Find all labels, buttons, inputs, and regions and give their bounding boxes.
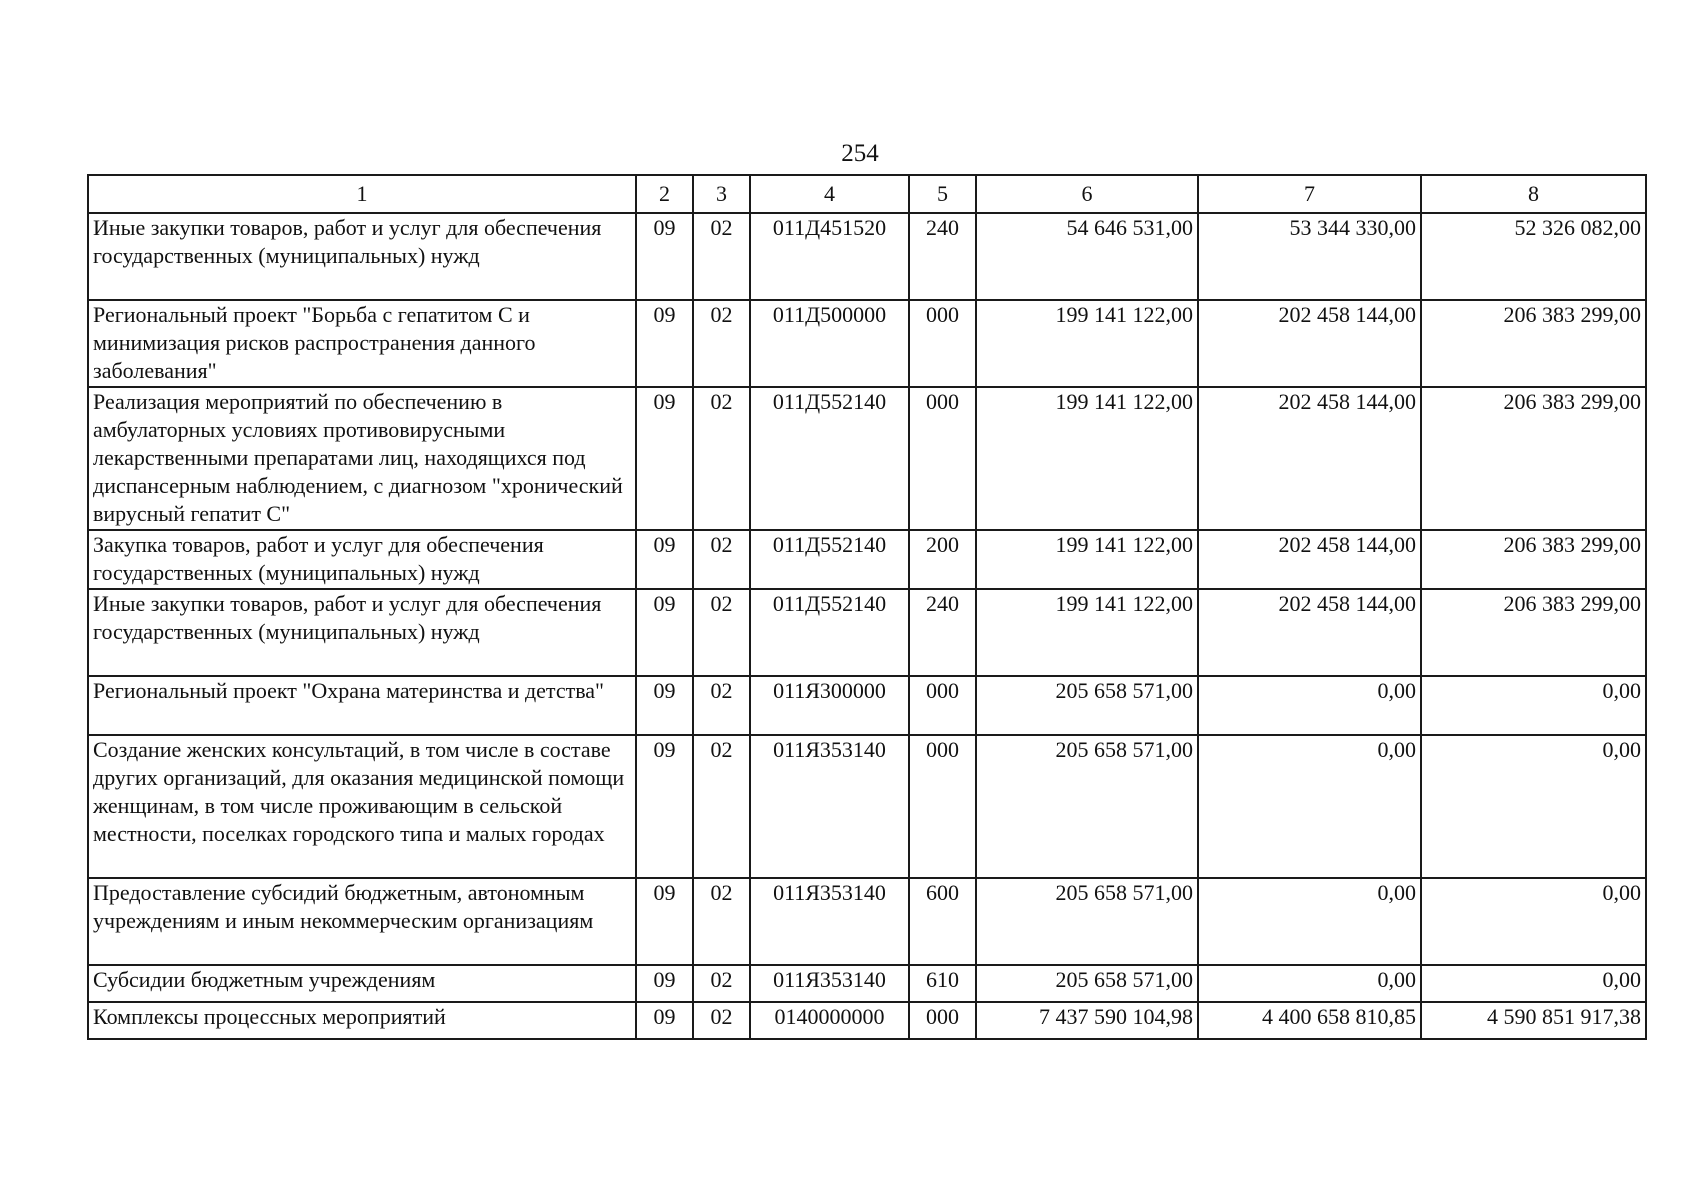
row-target-code: 011Д500000 (750, 300, 909, 387)
row-amount-8: 206 383 299,00 (1421, 387, 1646, 530)
row-amount-6: 205 658 571,00 (976, 735, 1198, 878)
row-amount-6: 199 141 122,00 (976, 387, 1198, 530)
row-amount-8: 4 590 851 917,38 (1421, 1002, 1646, 1039)
row-section: 09 (636, 530, 693, 589)
row-amount-8: 0,00 (1421, 676, 1646, 735)
row-name: Субсидии бюджетным учреждениям (88, 965, 636, 1002)
header-col-7: 7 (1198, 175, 1421, 213)
table-row (88, 965, 1646, 1002)
row-target-code: 011Я353140 (750, 965, 909, 1002)
row-name: Региональный проект "Охрана материнства и детства" (88, 676, 636, 735)
row-name: Создание женских консультаций, в том числе в составе других организаций, для оказания медицинской помощи женщинам, в том числе проживающим в сельской местности, поселках городского типа и малых городах (88, 735, 636, 878)
row-amount-7: 202 458 144,00 (1198, 387, 1421, 530)
row-subsection: 02 (693, 676, 750, 735)
header-col-4: 4 (750, 175, 909, 213)
table-row (88, 735, 1646, 878)
row-amount-7: 0,00 (1198, 735, 1421, 878)
table-row (88, 1002, 1646, 1039)
row-expense-type: 000 (909, 735, 976, 878)
row-subsection: 02 (693, 735, 750, 878)
row-amount-7: 0,00 (1198, 878, 1421, 965)
row-target-code: 011Д451520 (750, 213, 909, 300)
row-name: Предоставление субсидий бюджетным, автономным учреждениям и иным некоммерческим организациям (88, 878, 636, 965)
row-subsection: 02 (693, 965, 750, 1002)
row-subsection: 02 (693, 213, 750, 300)
header-col-8: 8 (1421, 175, 1646, 213)
row-amount-8: 206 383 299,00 (1421, 300, 1646, 387)
row-amount-6: 199 141 122,00 (976, 530, 1198, 589)
row-amount-7: 202 458 144,00 (1198, 530, 1421, 589)
row-name: Реализация мероприятий по обеспечению в амбулаторных условиях противовирусными лекарственными препаратами лиц, находящихся под диспансерным наблюдением, с диагнозом "хронический вирусный гепатит С" (88, 387, 636, 530)
row-subsection: 02 (693, 1002, 750, 1039)
table-row (88, 676, 1646, 735)
row-subsection: 02 (693, 387, 750, 530)
row-amount-8: 206 383 299,00 (1421, 530, 1646, 589)
budget-table (87, 174, 1647, 1040)
row-section: 09 (636, 213, 693, 300)
header-col-1: 1 (88, 175, 636, 213)
row-subsection: 02 (693, 878, 750, 965)
row-subsection: 02 (693, 530, 750, 589)
row-target-code: 011Я353140 (750, 735, 909, 878)
row-target-code: 0140000000 (750, 1002, 909, 1039)
row-expense-type: 000 (909, 1002, 976, 1039)
row-name: Закупка товаров, работ и услуг для обеспечения государственных (муниципальных) нужд (88, 530, 636, 589)
row-section: 09 (636, 878, 693, 965)
row-expense-type: 000 (909, 676, 976, 735)
row-amount-6: 54 646 531,00 (976, 213, 1198, 300)
header-row (88, 175, 1646, 213)
row-section: 09 (636, 676, 693, 735)
row-amount-8: 0,00 (1421, 965, 1646, 1002)
row-name: Иные закупки товаров, работ и услуг для обеспечения государственных (муниципальных) нужд (88, 589, 636, 676)
row-target-code: 011Д552140 (750, 387, 909, 530)
row-target-code: 011Д552140 (750, 589, 909, 676)
table-row (88, 589, 1646, 676)
row-expense-type: 200 (909, 530, 976, 589)
row-section: 09 (636, 300, 693, 387)
row-section: 09 (636, 965, 693, 1002)
row-amount-8: 206 383 299,00 (1421, 589, 1646, 676)
header-col-6: 6 (976, 175, 1198, 213)
row-expense-type: 240 (909, 589, 976, 676)
row-subsection: 02 (693, 589, 750, 676)
row-expense-type: 610 (909, 965, 976, 1002)
table-row (88, 878, 1646, 965)
row-target-code: 011Д552140 (750, 530, 909, 589)
page-number: 254 (841, 140, 879, 167)
row-name: Комплексы процессных мероприятий (88, 1002, 636, 1039)
row-amount-6: 7 437 590 104,98 (976, 1002, 1198, 1039)
row-amount-7: 4 400 658 810,85 (1198, 1002, 1421, 1039)
row-target-code: 011Я353140 (750, 878, 909, 965)
row-section: 09 (636, 387, 693, 530)
row-amount-6: 199 141 122,00 (976, 589, 1198, 676)
table-row (88, 300, 1646, 387)
row-subsection: 02 (693, 300, 750, 387)
row-amount-8: 52 326 082,00 (1421, 213, 1646, 300)
row-expense-type: 600 (909, 878, 976, 965)
row-section: 09 (636, 735, 693, 878)
row-target-code: 011Я300000 (750, 676, 909, 735)
row-amount-6: 205 658 571,00 (976, 965, 1198, 1002)
row-expense-type: 000 (909, 387, 976, 530)
row-name: Иные закупки товаров, работ и услуг для обеспечения государственных (муниципальных) нужд (88, 213, 636, 300)
row-expense-type: 240 (909, 213, 976, 300)
row-amount-8: 0,00 (1421, 735, 1646, 878)
row-amount-7: 202 458 144,00 (1198, 300, 1421, 387)
row-expense-type: 000 (909, 300, 976, 387)
row-amount-6: 199 141 122,00 (976, 300, 1198, 387)
table-row (88, 213, 1646, 300)
table-row (88, 387, 1646, 530)
header-col-5: 5 (909, 175, 976, 213)
row-amount-7: 202 458 144,00 (1198, 589, 1421, 676)
row-section: 09 (636, 1002, 693, 1039)
row-amount-7: 0,00 (1198, 965, 1421, 1002)
row-section: 09 (636, 589, 693, 676)
row-amount-6: 205 658 571,00 (976, 676, 1198, 735)
header-col-3: 3 (693, 175, 750, 213)
row-amount-7: 53 344 330,00 (1198, 213, 1421, 300)
header-col-2: 2 (636, 175, 693, 213)
row-amount-6: 205 658 571,00 (976, 878, 1198, 965)
row-name: Региональный проект "Борьба с гепатитом С и минимизация рисков распространения данного заболевания" (88, 300, 636, 387)
row-amount-7: 0,00 (1198, 676, 1421, 735)
table-row (88, 530, 1646, 589)
row-amount-8: 0,00 (1421, 878, 1646, 965)
